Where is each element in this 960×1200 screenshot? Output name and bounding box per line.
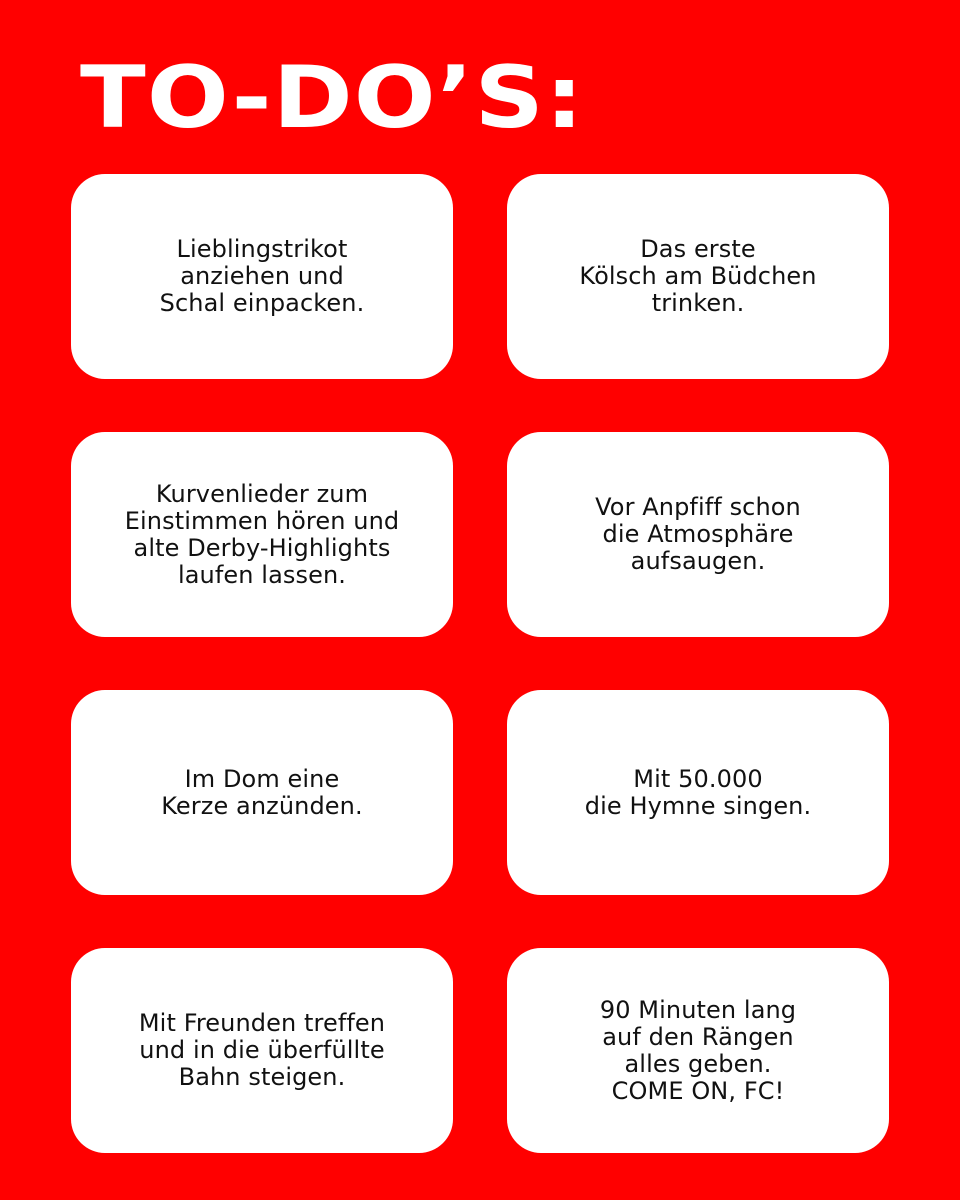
- todo-card: [71, 948, 453, 1153]
- headline: TO-DO’S:: [80, 48, 585, 148]
- todo-text: Mit Freunden treffen und in die überfüllte Bahn steigen.: [138, 1009, 386, 1091]
- todo-card: [71, 432, 453, 637]
- todo-card: [71, 174, 453, 379]
- todo-grid: [71, 174, 889, 1153]
- todo-text: Im Dom eine Kerze anzünden.: [161, 764, 363, 820]
- todo-text: Kurvenlieder zum Einstimmen hören und alte Derby-Highlights laufen lassen.: [124, 479, 400, 589]
- todo-card: [507, 432, 889, 637]
- todo-text: Mit 50.000 die Hymne singen.: [584, 764, 812, 820]
- todo-text: Lieblingstrikot anziehen und Schal einpacken.: [159, 235, 365, 317]
- todo-card: [507, 174, 889, 379]
- todo-text: Das erste Kölsch am Büdchen trinken.: [579, 235, 817, 317]
- todo-text: 90 Minuten lang auf den Rängen alles geben. COME ON, FC!: [599, 995, 797, 1105]
- todo-card: [71, 690, 453, 895]
- todo-text: Vor Anpfiff schon die Atmosphäre aufsaugen.: [595, 493, 801, 575]
- todo-card: [507, 948, 889, 1153]
- todo-card: [507, 690, 889, 895]
